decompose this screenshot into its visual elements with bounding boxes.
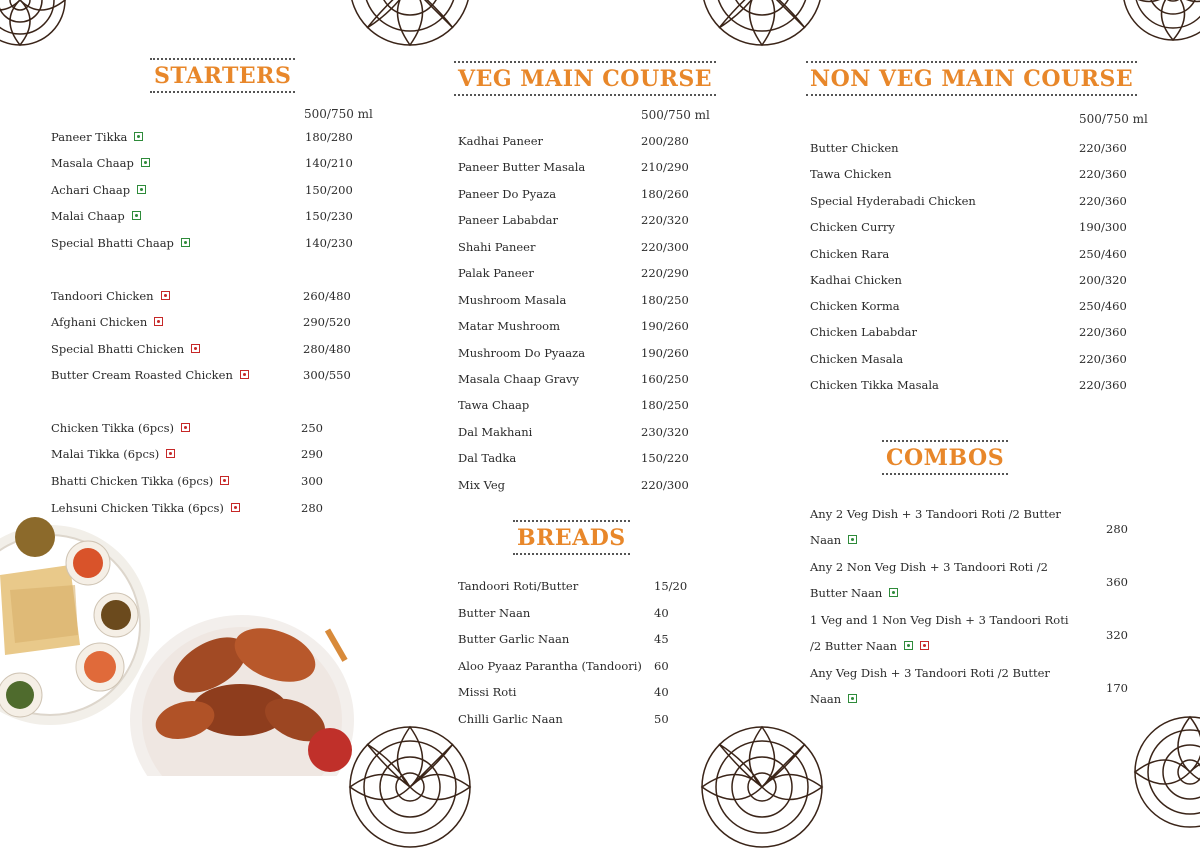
item-price: 40 <box>654 685 669 699</box>
item-price: 140/210 <box>305 156 353 170</box>
combo-item <box>810 660 1090 712</box>
menu-item <box>458 292 721 308</box>
item-name <box>51 288 170 304</box>
non-veg-unit-label: 500/750 ml <box>1079 112 1148 126</box>
menu-item <box>51 155 381 171</box>
item-name-text: Chicken Rara <box>810 247 890 261</box>
item-price: 180/280 <box>305 130 353 144</box>
non-veg-mark-icon <box>240 370 249 379</box>
item-price: 180/250 <box>641 293 689 307</box>
item-name-text: Tawa Chaap <box>458 398 530 412</box>
item-name-text: Special Bhatti Chaap <box>51 236 174 250</box>
menu-item <box>51 288 381 304</box>
item-name-text: Butter Naan <box>458 606 531 620</box>
menu-item <box>458 684 698 700</box>
menu-item <box>458 133 721 149</box>
item-name <box>810 140 899 156</box>
item-name <box>51 155 150 171</box>
item-name <box>51 235 190 251</box>
menu-item <box>51 420 381 436</box>
item-name <box>810 219 895 235</box>
item-price: 40 <box>654 606 669 620</box>
item-name <box>51 500 240 516</box>
combo-line-2 <box>810 527 1090 553</box>
menu-item <box>458 212 721 228</box>
item-name-text: Paneer Do Pyaza <box>458 187 557 201</box>
menu-item <box>458 711 698 727</box>
item-name-text: Dal Makhani <box>458 425 533 439</box>
item-price: 250/460 <box>1079 247 1127 261</box>
breads-heading: BREADS <box>513 520 630 555</box>
item-name-text: Chicken Tikka Masala <box>810 378 939 392</box>
item-name <box>458 371 579 387</box>
item-price: 150/220 <box>641 451 689 465</box>
combo-line-2-text: Naan <box>810 533 842 547</box>
item-name-text: Masala Chaap <box>51 156 134 170</box>
item-name-text: Palak Paneer <box>458 266 534 280</box>
item-name-text: Achari Chaap <box>51 183 131 197</box>
item-price: 190/260 <box>641 346 689 360</box>
item-price: 250/460 <box>1079 299 1127 313</box>
item-name <box>458 212 558 228</box>
item-name <box>51 446 175 462</box>
item-price: 300 <box>301 474 323 488</box>
combo-item <box>810 501 1090 553</box>
non-veg-mark-icon <box>154 317 163 326</box>
item-name <box>458 450 516 466</box>
combo-line-1: Any 2 Veg Dish + 3 Tandoori Roti /2 Butter <box>810 507 1061 521</box>
item-name-text: Paneer Tikka <box>51 130 128 144</box>
item-name-text: Chilli Garlic Naan <box>458 712 563 726</box>
non-veg-main-course-heading: NON VEG MAIN COURSE <box>806 61 1137 96</box>
item-name-text: Malai Tikka (6pcs) <box>51 447 160 461</box>
item-name <box>458 186 556 202</box>
veg-main-unit-label: 500/750 ml <box>641 108 710 122</box>
menu-item <box>51 314 381 330</box>
item-price: 220/300 <box>641 240 689 254</box>
item-name <box>458 631 569 647</box>
item-price: 220/300 <box>641 478 689 492</box>
menu-item <box>51 367 381 383</box>
item-price: 50 <box>654 712 669 726</box>
menu-item <box>458 318 721 334</box>
item-name-text: Matar Mushroom <box>458 319 561 333</box>
starters-unit-label: 500/750 ml <box>304 107 373 121</box>
item-name-text: Masala Chaap Gravy <box>458 372 580 386</box>
item-price: 140/230 <box>305 236 353 250</box>
item-price: 300/550 <box>303 368 351 382</box>
menu-item <box>458 450 721 466</box>
item-name <box>810 272 902 288</box>
veg-mark-icon <box>134 132 143 141</box>
item-price: 290/520 <box>303 315 351 329</box>
non-veg-mark-icon <box>161 291 170 300</box>
item-name <box>458 318 560 334</box>
combo-item <box>810 607 1090 659</box>
item-name <box>458 265 534 281</box>
item-price: 280/480 <box>303 342 351 356</box>
menu-item <box>51 446 381 462</box>
non-veg-mark-icon <box>220 476 229 485</box>
mandala-ornament-bottom-center-left <box>345 722 475 852</box>
item-name <box>458 159 585 175</box>
mandala-ornament-top-center-left <box>345 0 475 50</box>
combo-line-1: 1 Veg and 1 Non Veg Dish + 3 Tandoori Roti <box>810 613 1069 627</box>
item-name-text: Missi Roti <box>458 685 517 699</box>
item-price: 15/20 <box>654 579 688 593</box>
menu-item <box>458 477 721 493</box>
item-name-text: Chicken Masala <box>810 352 904 366</box>
item-price: 200/280 <box>641 134 689 148</box>
item-name <box>810 246 889 262</box>
item-price: 230/320 <box>641 425 689 439</box>
menu-item <box>458 265 721 281</box>
veg-mark-icon <box>848 535 857 544</box>
item-price: 220/360 <box>1079 194 1127 208</box>
item-name-text: Butter Cream Roasted Chicken <box>51 368 233 382</box>
non-veg-mark-icon <box>231 503 240 512</box>
item-name-text: Afghani Chicken <box>51 315 148 329</box>
combo-price: 320 <box>1106 628 1128 642</box>
mandala-ornament-top-left <box>0 0 70 55</box>
non-veg-mark-icon <box>920 641 929 650</box>
item-price: 260/480 <box>303 289 351 303</box>
item-name-text: Lehsuni Chicken Tikka (6pcs) <box>51 501 224 515</box>
item-name-text: Paneer Lababdar <box>458 213 559 227</box>
menu-item <box>51 235 381 251</box>
menu-item <box>810 166 1159 182</box>
tandoori-chicken-plate-image <box>125 600 360 780</box>
item-name <box>51 129 143 145</box>
menu-item <box>458 159 721 175</box>
item-name <box>810 166 892 182</box>
item-price: 220/290 <box>641 266 689 280</box>
item-name-text: Special Bhatti Chicken <box>51 342 185 356</box>
veg-mark-icon <box>848 694 857 703</box>
veg-mark-icon <box>889 588 898 597</box>
item-price: 220/320 <box>641 213 689 227</box>
item-name <box>51 473 229 489</box>
combo-line-1: Any Veg Dish + 3 Tandoori Roti /2 Butter <box>810 666 1050 680</box>
menu-item <box>51 473 381 489</box>
mandala-ornament-top-center-right <box>697 0 827 50</box>
item-price: 220/360 <box>1079 352 1127 366</box>
item-name-text: Special Hyderabadi Chicken <box>810 194 976 208</box>
combo-line-1: Any 2 Non Veg Dish + 3 Tandoori Roti /2 <box>810 560 1048 574</box>
item-name-text: Dal Tadka <box>458 451 517 465</box>
veg-mark-icon <box>181 238 190 247</box>
item-name <box>458 605 530 621</box>
item-name-text: Chicken Curry <box>810 220 895 234</box>
combo-line-2 <box>810 633 1090 659</box>
item-name <box>810 298 900 314</box>
mandala-ornament-bottom-right <box>1130 712 1200 832</box>
item-name <box>458 345 585 361</box>
menu-item <box>810 351 1159 367</box>
item-name <box>810 324 917 340</box>
item-name <box>458 292 566 308</box>
combo-price: 280 <box>1106 522 1128 536</box>
menu-item <box>810 140 1159 156</box>
veg-main-course-heading: VEG MAIN COURSE <box>454 61 716 96</box>
combo-price: 360 <box>1106 575 1128 589</box>
combo-line-2-text: /2 Butter Naan <box>810 639 898 653</box>
veg-mark-icon <box>137 185 146 194</box>
item-price: 220/360 <box>1079 141 1127 155</box>
menu-item <box>810 193 1159 209</box>
item-name-text: Kadhai Paneer <box>458 134 543 148</box>
veg-mark-icon <box>904 641 913 650</box>
item-name-text: Shahi Paneer <box>458 240 536 254</box>
non-veg-mark-icon <box>181 423 190 432</box>
starters-heading: STARTERS <box>150 58 295 93</box>
item-name <box>51 341 200 357</box>
menu-item <box>458 186 721 202</box>
item-price: 150/230 <box>305 209 353 223</box>
item-name <box>458 133 543 149</box>
item-name-text: Tawa Chicken <box>810 167 892 181</box>
item-price: 60 <box>654 659 669 673</box>
menu-item <box>458 658 698 674</box>
item-price: 250 <box>301 421 323 435</box>
menu-item <box>458 239 721 255</box>
menu-item <box>458 345 721 361</box>
item-name-text: Chicken Lababdar <box>810 325 917 339</box>
combo-line-2 <box>810 686 1090 712</box>
menu-item <box>458 397 721 413</box>
menu-item <box>458 578 698 594</box>
item-price: 190/260 <box>641 319 689 333</box>
combo-line-2 <box>810 580 1090 606</box>
item-name-text: Mix Veg <box>458 478 506 492</box>
item-price: 210/290 <box>641 160 689 174</box>
combo-item <box>810 554 1090 606</box>
item-name-text: Tandoori Roti/Butter <box>458 579 579 593</box>
item-name-text: Tandoori Chicken <box>51 289 154 303</box>
menu-item <box>810 219 1159 235</box>
item-price: 220/360 <box>1079 325 1127 339</box>
item-price: 200/320 <box>1079 273 1127 287</box>
item-name <box>810 351 903 367</box>
item-name <box>458 397 529 413</box>
item-name <box>458 239 535 255</box>
item-name <box>458 477 505 493</box>
menu-item <box>51 500 381 516</box>
mandala-ornament-top-right <box>1118 0 1200 45</box>
item-name <box>51 314 163 330</box>
non-veg-mark-icon <box>166 449 175 458</box>
item-name <box>51 208 141 224</box>
non-veg-mark-icon <box>191 344 200 353</box>
combo-line-2-text: Naan <box>810 692 842 706</box>
item-price: 280 <box>301 501 323 515</box>
item-price: 180/260 <box>641 187 689 201</box>
menu-item <box>810 246 1159 262</box>
menu-item <box>51 182 381 198</box>
item-name-text: Bhatti Chicken Tikka (6pcs) <box>51 474 214 488</box>
menu-item <box>458 605 698 621</box>
menu-item <box>810 377 1159 393</box>
item-name-text: Chicken Korma <box>810 299 900 313</box>
combo-line-2-text: Butter Naan <box>810 586 883 600</box>
veg-mark-icon <box>141 158 150 167</box>
item-name-text: Chicken Tikka (6pcs) <box>51 421 174 435</box>
menu-item <box>51 129 381 145</box>
item-price: 190/300 <box>1079 220 1127 234</box>
item-price: 160/250 <box>641 372 689 386</box>
item-name-text: Butter Garlic Naan <box>458 632 570 646</box>
item-name-text: Malai Chaap <box>51 209 125 223</box>
menu-item <box>51 208 381 224</box>
mandala-ornament-bottom-center-right <box>697 722 827 852</box>
item-name <box>458 684 516 700</box>
item-name <box>51 367 249 383</box>
item-price: 180/250 <box>641 398 689 412</box>
menu-item <box>458 631 698 647</box>
combo-price: 170 <box>1106 681 1128 695</box>
item-name <box>458 424 532 440</box>
item-name-text: Butter Chicken <box>810 141 899 155</box>
veg-mark-icon <box>132 211 141 220</box>
item-name <box>458 658 642 674</box>
item-name <box>810 193 976 209</box>
item-name-text: Mushroom Do Pyaaza <box>458 346 586 360</box>
item-price: 150/200 <box>305 183 353 197</box>
item-name-text: Kadhai Chicken <box>810 273 902 287</box>
item-price: 45 <box>654 632 669 646</box>
menu-item <box>810 272 1159 288</box>
item-name <box>810 377 939 393</box>
item-price: 290 <box>301 447 323 461</box>
menu-item <box>810 324 1159 340</box>
menu-item <box>51 341 381 357</box>
item-name-text: Paneer Butter Masala <box>458 160 586 174</box>
item-name-text: Mushroom Masala <box>458 293 567 307</box>
item-price: 220/360 <box>1079 378 1127 392</box>
combos-heading: COMBOS <box>882 440 1008 475</box>
menu-item <box>458 371 721 387</box>
item-name <box>458 578 578 594</box>
item-name <box>458 711 563 727</box>
item-name-text: Aloo Pyaaz Parantha (Tandoori) <box>458 659 642 673</box>
item-name <box>51 182 146 198</box>
item-price: 220/360 <box>1079 167 1127 181</box>
menu-item <box>458 424 721 440</box>
item-name <box>51 420 190 436</box>
menu-item <box>810 298 1159 314</box>
